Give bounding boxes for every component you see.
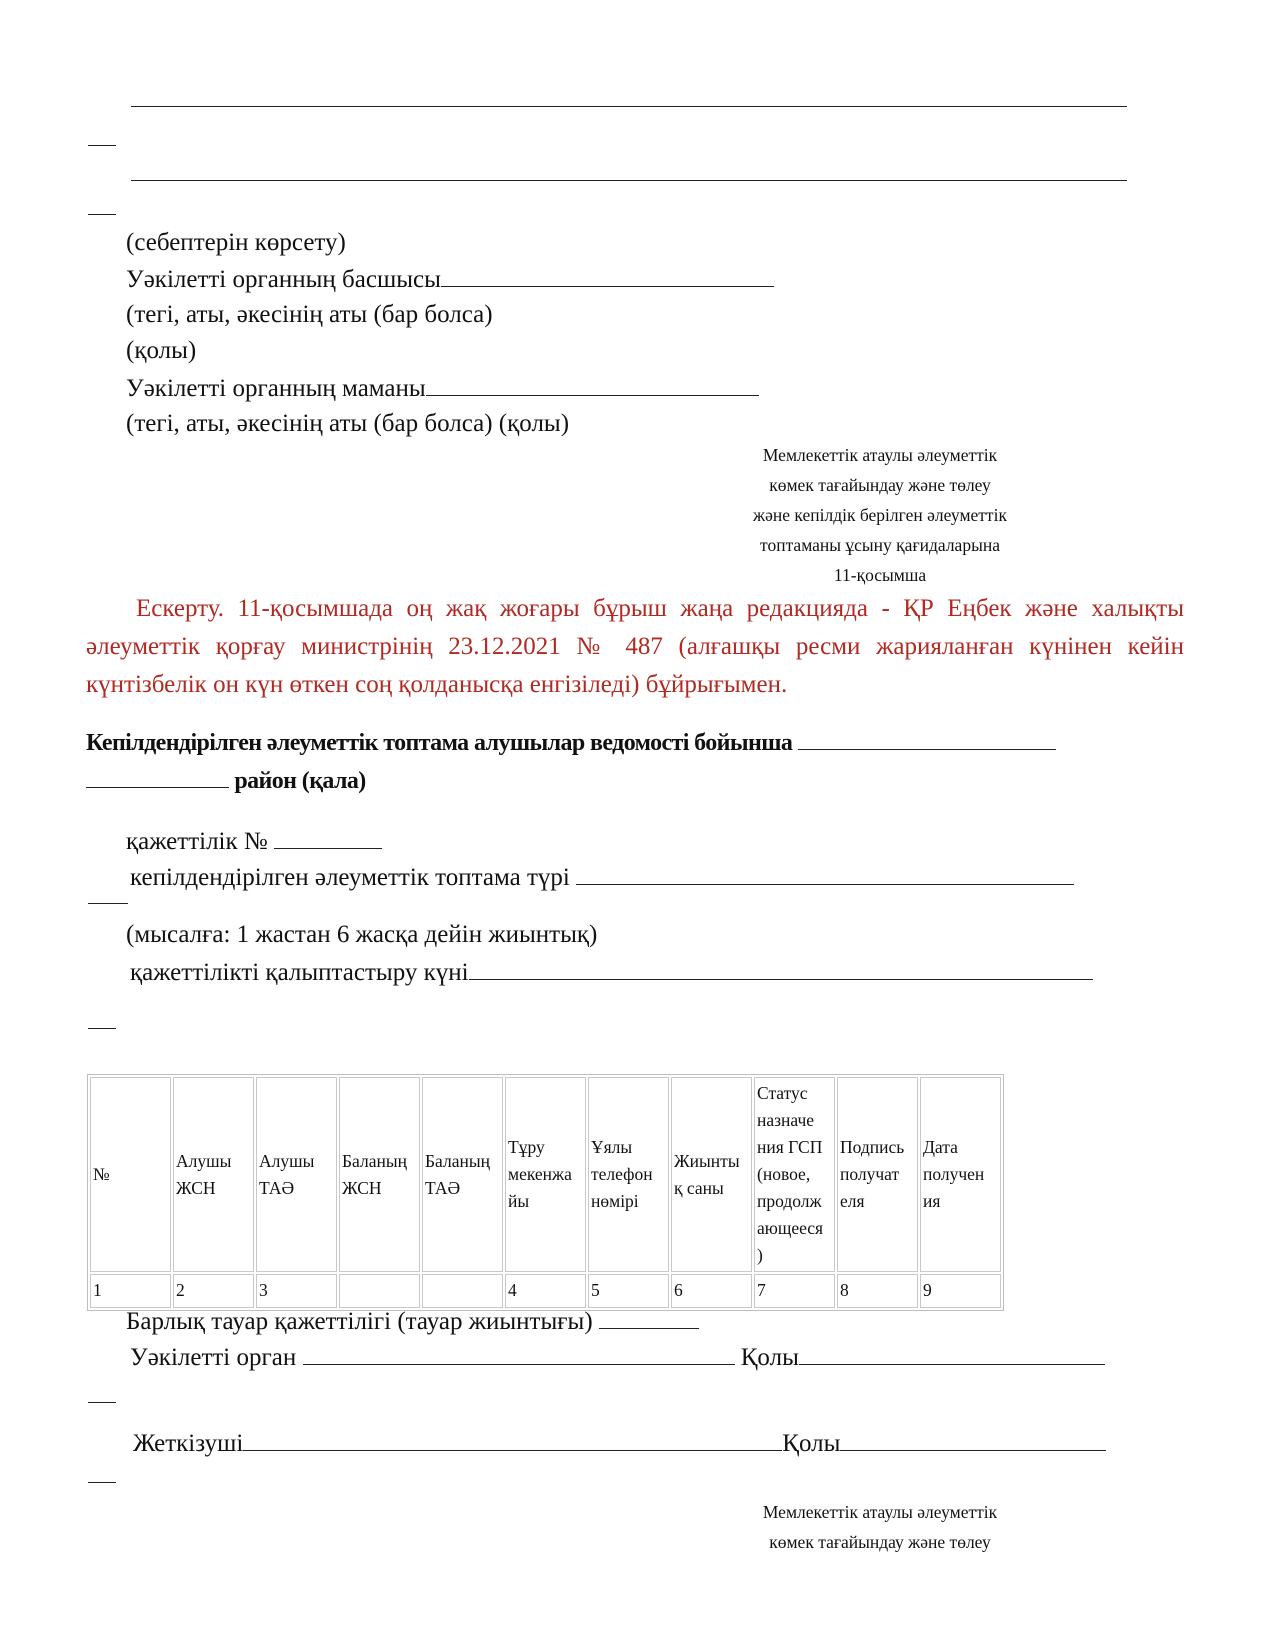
package-type-label: кепілдендірілген әлеуметтік топтама түрі: [130, 864, 570, 891]
blank-line: [88, 1402, 116, 1403]
blank-line: [131, 106, 1127, 107]
formation-date-row: [130, 957, 1093, 988]
supplier-blank[interactable]: [243, 1428, 782, 1451]
formation-date-label: қажеттілікті қалыптастыру күні: [130, 959, 469, 986]
table-cell: [339, 1274, 420, 1308]
table-cell: 7: [754, 1274, 835, 1308]
reasons-caption: (себептерін көрсету): [126, 229, 346, 256]
table-header-cell: Ұялы телефон нөмірі: [588, 1077, 669, 1272]
table-cell: [422, 1274, 503, 1308]
rules-reference-line: Мемлекеттік атаулы әлеуметтік: [762, 1502, 998, 1522]
table-header-cell: Дата получен ия: [920, 1077, 1001, 1272]
amendment-note: [86, 590, 1184, 704]
head-of-body-label: Уәкілетті органның басшысы: [126, 266, 441, 293]
table-header-cell: Жиынты қ саны: [671, 1077, 752, 1272]
rules-reference-line: көмек тағайындау және төлеу: [769, 475, 991, 495]
table-header-cell: Тұру мекенжа йы: [505, 1077, 586, 1272]
rules-reference: [680, 440, 1080, 590]
signature-caption: (қолы): [126, 337, 197, 364]
rules-reference-line: Мемлекеттік атаулы әлеуметтік: [762, 445, 998, 465]
supplier-signature-blank[interactable]: [840, 1428, 1106, 1451]
blank-line: [88, 145, 116, 146]
rules-reference-line: 11-қосымша: [833, 565, 927, 585]
ledger-heading-line2: [86, 762, 1176, 800]
package-type-blank[interactable]: [576, 862, 1074, 885]
need-number-label: қажеттілік №: [126, 828, 268, 855]
table-header-cell: Алушы ЖСН: [173, 1077, 254, 1272]
table-cell: 8: [837, 1274, 918, 1308]
head-of-body-blank[interactable]: [441, 264, 774, 287]
rules-reference-line: және кепілдік берілген әлеуметтік: [753, 505, 1007, 525]
district-blank[interactable]: [86, 763, 229, 788]
blank-line: [88, 1028, 116, 1029]
amendment-note-text: Ескерту. 11-қосымшада оң жақ жоғары бұрыш жаңа редакцияда - ҚР Еңбек және халықты әлеуметтік қорғау министрінің 23.12.2021 № 487 (алғашқы ресми жарияланған күнінен кейін күнтізбелік он күн өткен соң қолданысқа енгізіледі) бұйрығымен.: [86, 595, 1184, 698]
table-cell: 9: [920, 1274, 1001, 1308]
table-cell: 1: [90, 1274, 171, 1308]
table-header-cell: Баланың ТАӘ: [422, 1077, 503, 1272]
authorized-body-blank[interactable]: [303, 1342, 735, 1365]
table-cell: 2: [173, 1274, 254, 1308]
head-of-body-row: [126, 264, 774, 295]
specialist-row: [126, 373, 759, 404]
rules-reference: [680, 1497, 1080, 1557]
example-caption: (мысалға: 1 жастан 6 жасқа дейін жиынтық): [126, 921, 598, 948]
table-cell: 3: [256, 1274, 337, 1308]
table-cell: 5: [588, 1274, 669, 1308]
table-cell: 6: [671, 1274, 752, 1308]
ledger-heading-text: Кепілдендірілген әлеуметтік топтама алушылар ведомості бойынша: [86, 730, 793, 756]
rules-reference-line: көмек тағайындау және төлеу: [769, 1532, 991, 1552]
formation-date-blank[interactable]: [469, 957, 1093, 980]
total-need-label: Барлық тауар қажеттілігі (тауар жиынтығы): [126, 1308, 593, 1335]
signature-label: Қолы: [740, 1344, 799, 1371]
specialist-label: Уәкілетті органның маманы: [126, 375, 426, 402]
table-header-cell: Подпись получат еля: [837, 1077, 918, 1272]
need-number-row: [126, 826, 382, 857]
table-header-cell: Алушы ТАӘ: [256, 1077, 337, 1272]
name-signature-caption: (тегі, аты, әкесінің аты (бар болса) (қолы): [126, 410, 570, 437]
total-need-row: [126, 1306, 699, 1337]
rules-reference-line: топтаманы ұсыну қағидаларына: [760, 535, 1000, 555]
ledger-heading: [86, 724, 1176, 800]
district-label: район (қала): [234, 768, 366, 794]
table-cell: 4: [505, 1274, 586, 1308]
blank-line: [88, 1482, 116, 1483]
blank-line: [88, 903, 128, 904]
authorized-body-label: Уәкілетті орган: [130, 1344, 297, 1371]
name-caption: (тегі, аты, әкесінің аты (бар болса): [126, 301, 493, 328]
table-header-row: [90, 1077, 1001, 1272]
supplier-row: [133, 1428, 1106, 1459]
table-row: [90, 1274, 1001, 1308]
specialist-blank[interactable]: [426, 373, 759, 396]
blank-line: [131, 180, 1127, 181]
total-need-blank[interactable]: [599, 1306, 699, 1329]
ledger-heading-line1: [86, 724, 1176, 762]
authorized-body-signature-blank[interactable]: [799, 1342, 1105, 1365]
need-number-blank[interactable]: [274, 826, 382, 849]
table-header-cell: Статус назначе ния ГСП (новое, продолж ающееся ): [754, 1077, 835, 1272]
region-blank[interactable]: [798, 725, 1056, 750]
table-header-cell: Баланың ЖСН: [339, 1077, 420, 1272]
authorized-body-row: [130, 1342, 1105, 1373]
blank-line: [88, 214, 116, 215]
package-type-row: [130, 862, 1074, 893]
signature-label: Қолы: [782, 1430, 841, 1457]
supplier-label: Жеткізуші: [133, 1430, 244, 1457]
recipients-table: [87, 1074, 1004, 1311]
table-header-cell: №: [90, 1077, 171, 1272]
